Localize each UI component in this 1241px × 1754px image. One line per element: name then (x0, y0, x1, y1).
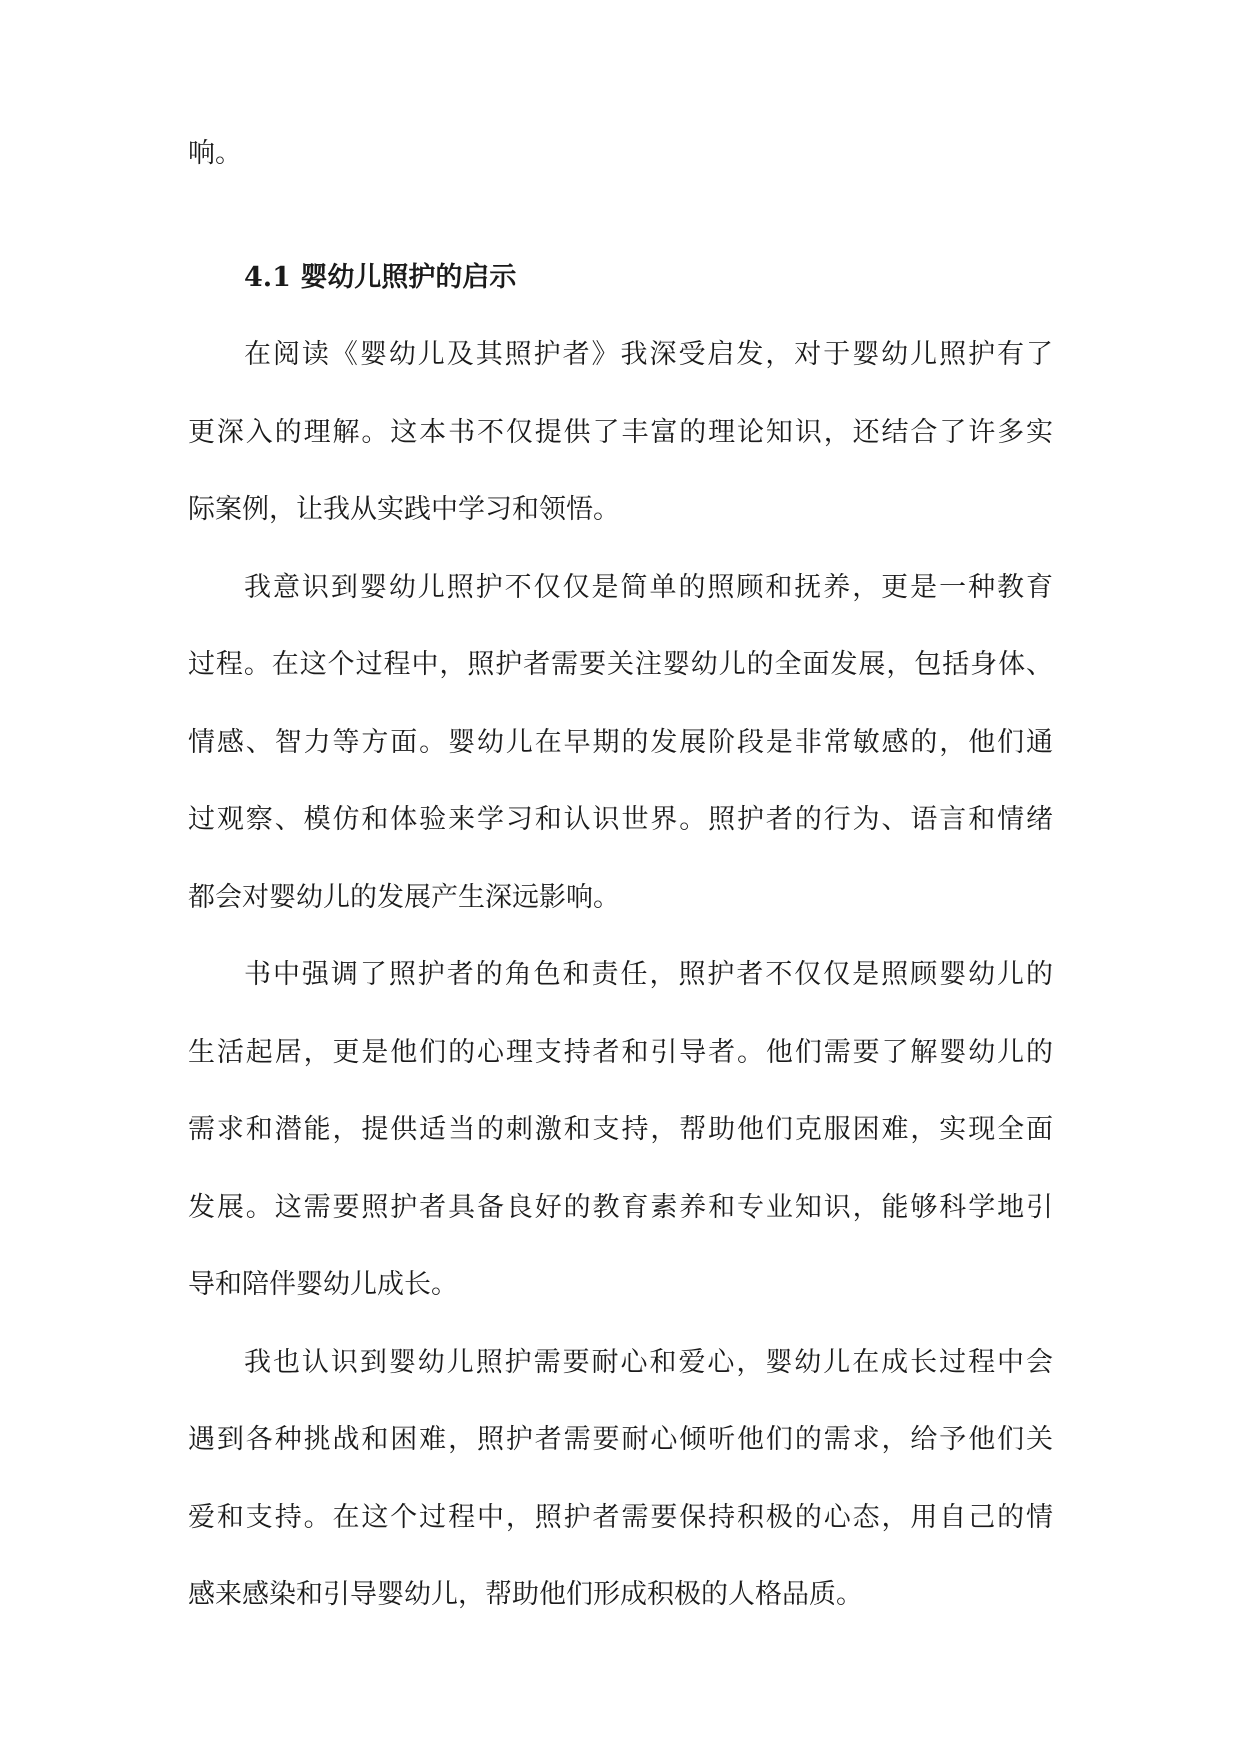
paragraph-2-line-3: 情感、智力等方面。婴幼儿在早期的发展阶段是非常敏感的，他们通 (188, 727, 1053, 758)
paragraph-3-line-3: 需求和潜能，提供适当的刺激和支持，帮助他们克服困难，实现全面 (188, 1114, 1053, 1145)
section-heading: 4.1 婴幼儿照护的启示 (244, 262, 517, 293)
paragraph-2-line-1: 我意识到婴幼儿照护不仅仅是简单的照顾和抚养，更是一种教育 (244, 572, 1053, 603)
paragraph-3-line-1: 书中强调了照护者的角色和责任，照护者不仅仅是照顾婴幼儿的 (244, 959, 1053, 990)
paragraph-4-line-1: 我也认识到婴幼儿照护需要耐心和爱心，婴幼儿在成长过程中会 (244, 1347, 1053, 1378)
paragraph-1-line-3: 际案例，让我从实践中学习和领悟。 (188, 494, 620, 525)
continuation-text: 响。 (188, 138, 242, 169)
paragraph-4-line-2: 遇到各种挑战和困难，照护者需要耐心倾听他们的需求，给予他们关 (188, 1424, 1053, 1455)
paragraph-3-line-5: 导和陪伴婴幼儿成长。 (188, 1269, 458, 1300)
paragraph-2-line-4: 过观察、模仿和体验来学习和认识世界。照护者的行为、语言和情绪 (188, 804, 1053, 835)
paragraph-2-line-5: 都会对婴幼儿的发展产生深远影响。 (188, 882, 620, 913)
paragraph-1-line-1: 在阅读《婴幼儿及其照护者》我深受启发，对于婴幼儿照护有了 (244, 339, 1053, 370)
paragraph-3-line-2: 生活起居，更是他们的心理支持者和引导者。他们需要了解婴幼儿的 (188, 1037, 1053, 1068)
paragraph-4-line-3: 爱和支持。在这个过程中，照护者需要保持积极的心态，用自己的情 (188, 1502, 1053, 1533)
paragraph-4-line-4: 感来感染和引导婴幼儿，帮助他们形成积极的人格品质。 (188, 1579, 863, 1610)
paragraph-1-line-2: 更深入的理解。这本书不仅提供了丰富的理论知识，还结合了许多实 (188, 417, 1053, 448)
paragraph-2-line-2: 过程。在这个过程中，照护者需要关注婴幼儿的全面发展，包括身体、 (188, 649, 1053, 680)
paragraph-3-line-4: 发展。这需要照护者具备良好的教育素养和专业知识，能够科学地引 (188, 1192, 1053, 1223)
